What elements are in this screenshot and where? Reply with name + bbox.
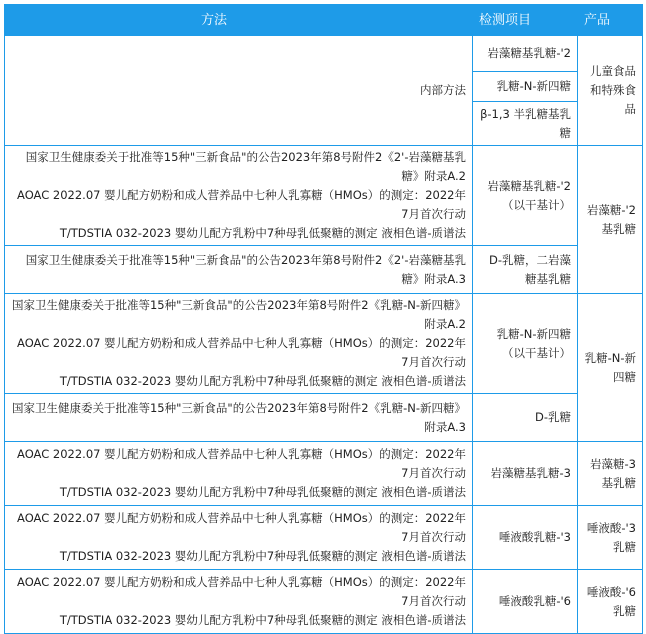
item-cell: 乳糖-N-新四糖 xyxy=(473,72,578,102)
product-cell: 3'-唾液酸乳糖 xyxy=(578,506,643,570)
method-line: T/TDSTIA 032-2023 婴幼儿配方乳粉中7种母乳低聚糖的测定 液相色谱-质谱法 xyxy=(59,226,466,240)
table-row xyxy=(5,442,643,506)
item-cell: D-乳糖，二岩藻糖基乳糖 xyxy=(473,246,578,294)
product-cell: 乳糖-N-新四糖 xyxy=(578,294,643,442)
item-cell: 2'-岩藻糖基乳糖 xyxy=(473,36,578,72)
method-line: AOAC 2022.07 婴儿配方奶粉和成人营养品中七种人乳寡糖（HMOs）的测定：2022年7月首次行动 xyxy=(17,336,466,369)
method-line: AOAC 2022.07 婴儿配方奶粉和成人营养品中七种人乳寡糖（HMOs）的测定：2022年7月首次行动 xyxy=(17,188,466,221)
method-cell xyxy=(5,146,473,246)
item-cell: 3-岩藻糖基乳糖 xyxy=(473,442,578,506)
item-cell: β-1,3 半乳糖基乳糖 xyxy=(473,102,578,146)
table-row xyxy=(5,570,643,634)
table-row xyxy=(5,246,643,294)
method-line: AOAC 2022.07 婴儿配方奶粉和成人营养品中七种人乳寡糖（HMOs）的测定：2022年7月首次行动 xyxy=(17,575,466,608)
product-cell: 2'-岩藻糖基乳糖 xyxy=(578,146,643,294)
method-cell: 内部方法 xyxy=(5,36,473,146)
item-cell: 2'-岩藻糖基乳糖（以干基计） xyxy=(473,146,578,246)
method-cell xyxy=(5,442,473,506)
hmo-test-table xyxy=(4,4,643,634)
method-line: 国家卫生健康委关于批准等15种"三新食品"的公告2023年第8号附件2《2'-岩藻糖基乳糖》附录A.2 xyxy=(25,150,466,183)
method-cell: 国家卫生健康委关于批准等15种"三新食品"的公告2023年第8号附件2《2'-岩藻糖基乳糖》附录A.3 xyxy=(5,246,473,294)
item-cell: D-乳糖 xyxy=(473,394,578,442)
method-line: 国家卫生健康委关于批准等15种"三新食品"的公告2023年第8号附件2《乳糖-N-新四糖》附录A.2 xyxy=(11,298,466,331)
header-item: 检测项目 xyxy=(473,5,578,36)
method-line: AOAC 2022.07 婴儿配方奶粉和成人营养品中七种人乳寡糖（HMOs）的测定：2022年7月首次行动 xyxy=(17,447,466,480)
table-row xyxy=(5,506,643,570)
method-line: T/TDSTIA 032-2023 婴幼儿配方乳粉中7种母乳低聚糖的测定 液相色谱-质谱法 xyxy=(59,485,466,499)
item-cell: 6'-唾液酸乳糖 xyxy=(473,570,578,634)
header-method: 方法 xyxy=(5,5,473,36)
method-cell xyxy=(5,506,473,570)
table-row xyxy=(5,146,643,246)
product-cell: 3-岩藻糖基乳糖 xyxy=(578,442,643,506)
table-header-row xyxy=(5,5,643,36)
method-cell xyxy=(5,294,473,394)
item-cell: 乳糖-N-新四糖（以干基计） xyxy=(473,294,578,394)
method-line: T/TDSTIA 032-2023 婴幼儿配方乳粉中7种母乳低聚糖的测定 液相色谱-质谱法 xyxy=(59,549,466,563)
table-row xyxy=(5,294,643,394)
method-cell xyxy=(5,570,473,634)
method-cell: 国家卫生健康委关于批准等15种"三新食品"的公告2023年第8号附件2《乳糖-N-新四糖》附录A.3 xyxy=(5,394,473,442)
method-line: T/TDSTIA 032-2023 婴幼儿配方乳粉中7种母乳低聚糖的测定 液相色谱-质谱法 xyxy=(59,613,466,627)
product-cell: 6'-唾液酸乳糖 xyxy=(578,570,643,634)
item-cell: 3'-唾液酸乳糖 xyxy=(473,506,578,570)
table-row xyxy=(5,36,643,72)
method-line: T/TDSTIA 032-2023 婴幼儿配方乳粉中7种母乳低聚糖的测定 液相色谱-质谱法 xyxy=(59,374,466,388)
method-line: AOAC 2022.07 婴儿配方奶粉和成人营养品中七种人乳寡糖（HMOs）的测定：2022年7月首次行动 xyxy=(17,511,466,544)
product-cell: 儿童食品和特殊食品 xyxy=(578,36,643,146)
table-row xyxy=(5,394,643,442)
header-product: 产品 xyxy=(578,5,643,36)
